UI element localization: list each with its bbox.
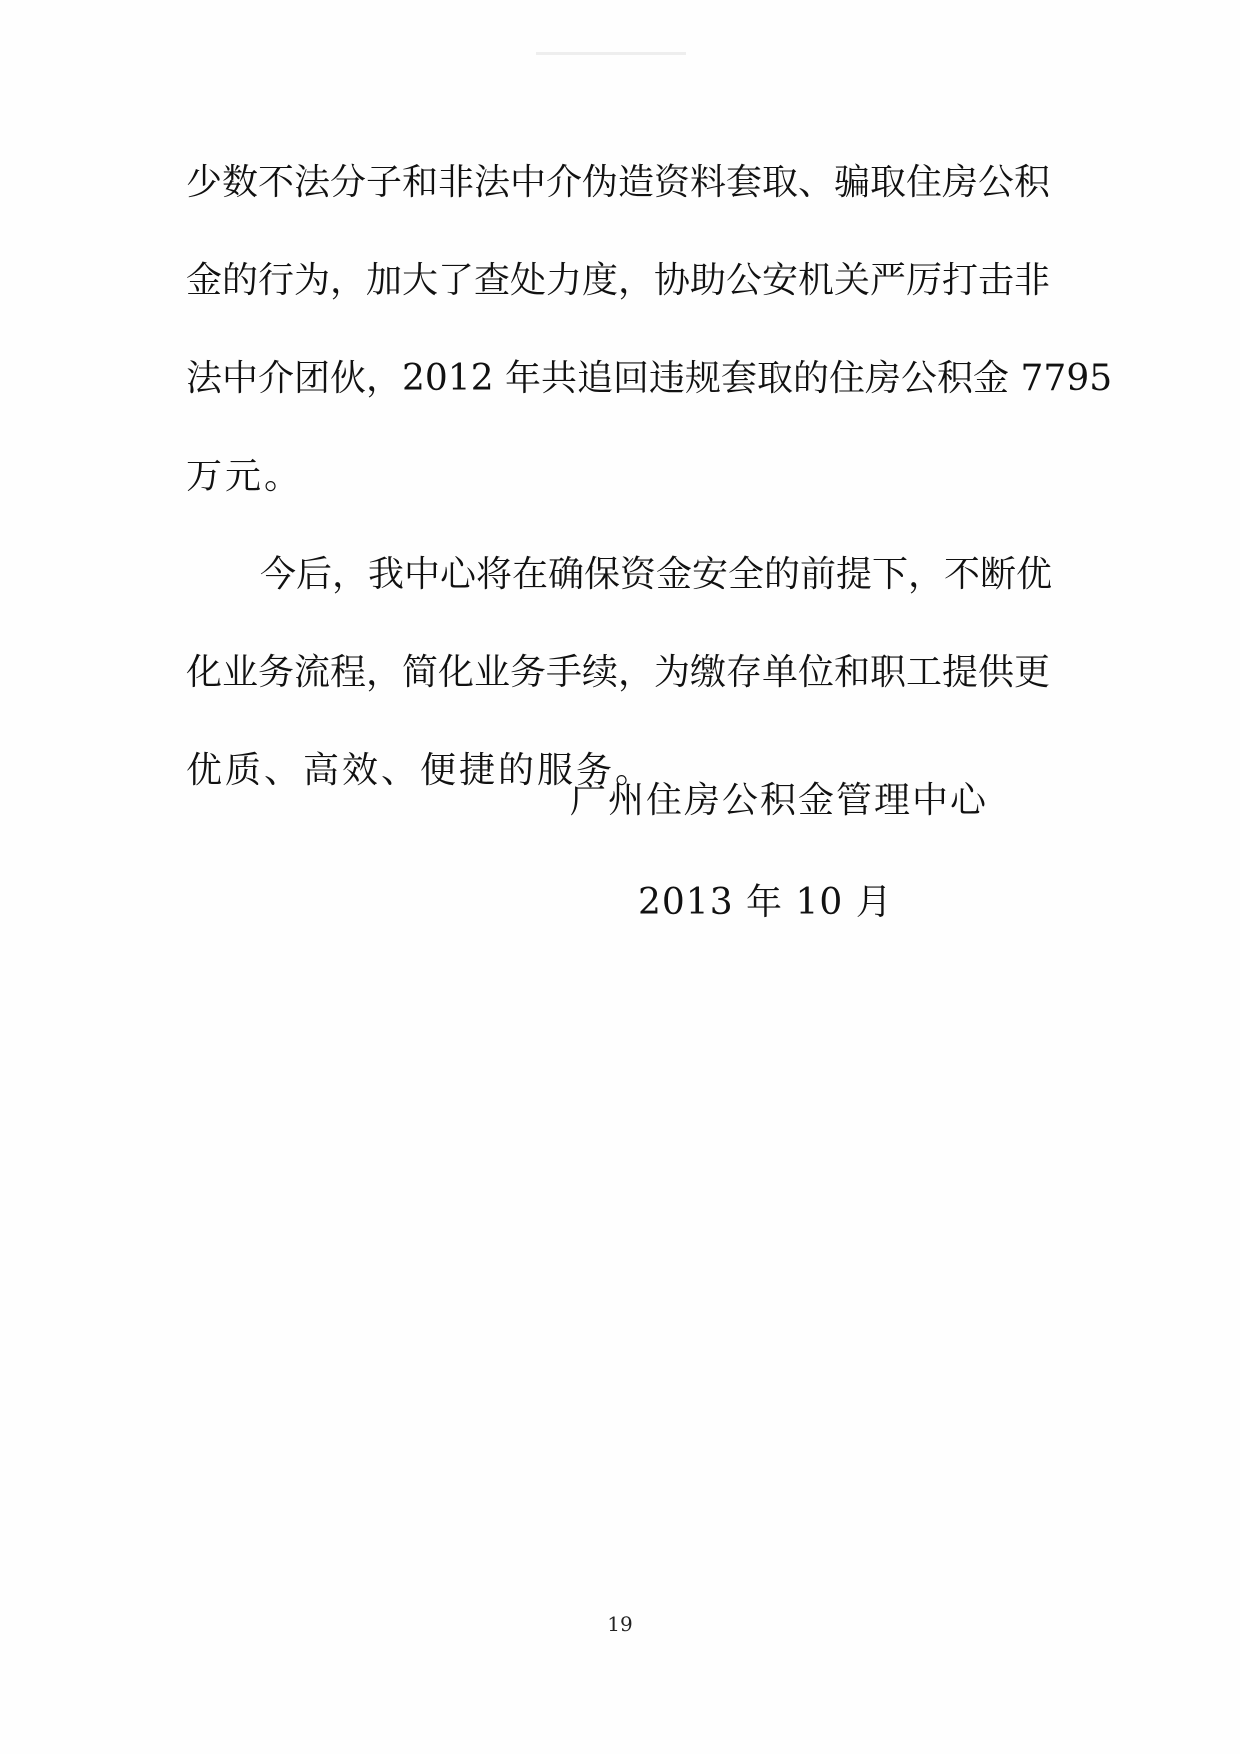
paragraph-2-line-3: 优质、高效、便捷的服务。 [186,750,655,791]
body-text [186,150,1113,836]
paragraph-1-line-2: 金的行为，加大了查处力度，协助公安机关严厉打击非 [186,260,1051,301]
paragraph-2-line-1: 今后，我中心将在确保资金安全的前提下，不断优 [260,554,1053,595]
page-number: 19 [607,1612,633,1636]
paragraph-2-line-2: 化业务流程，简化业务手续，为缴存单位和职工提供更 [186,652,1051,693]
signature-organization: 广州住房公积金管理中心 [570,780,989,821]
paragraph-1-line-1: 少数不法分子和非法中介伪造资料套取、骗取住房公积 [186,162,1051,203]
paragraph-1-line-4: 万元。 [186,456,304,497]
scan-artifact [536,52,686,55]
paragraph-1-line-3: 法中介团伙，2012 年共追回违规套取的住房公积金 7795 [186,358,1113,399]
signature-date: 2013 年 10 月 [638,882,893,923]
signature-block [560,776,989,928]
